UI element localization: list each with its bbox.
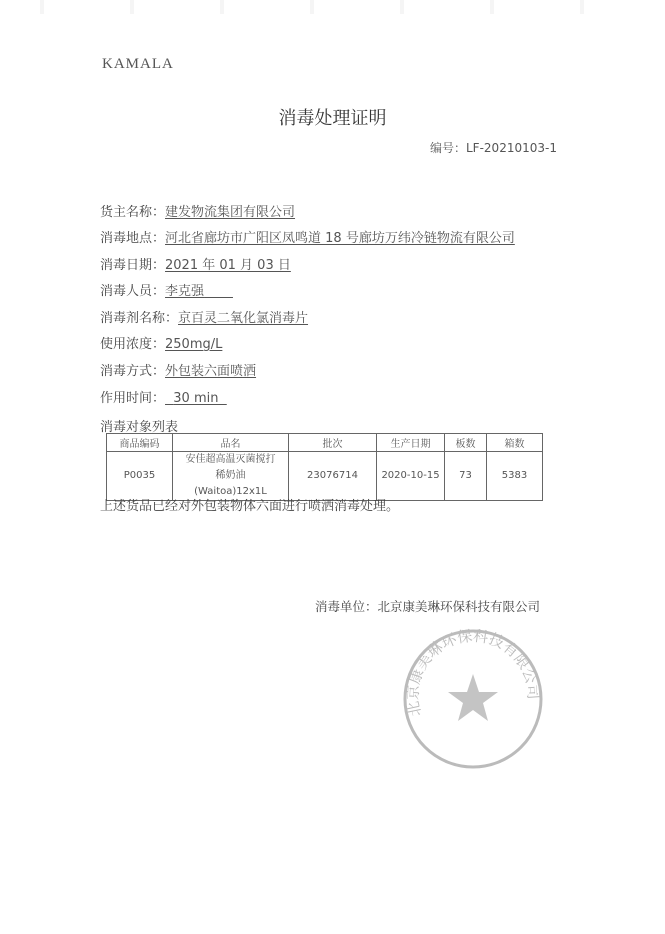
logo: KAMALA bbox=[102, 56, 174, 72]
header-cell: 商品编码 bbox=[107, 434, 173, 452]
document-number: 编号：LF-20210103-1 bbox=[430, 141, 557, 155]
header-cell: 箱数 bbox=[487, 434, 543, 452]
header-cell: 批次 bbox=[289, 434, 377, 452]
field-label: 消毒日期： bbox=[100, 258, 166, 273]
cell-batch: 23076714 bbox=[289, 452, 377, 501]
field-label: 货主名称： bbox=[100, 205, 166, 220]
scan-noise bbox=[0, 0, 665, 14]
cell-name: 安佳超高温灭菌搅打稀奶油 (Waitoa)12x1L bbox=[173, 452, 289, 501]
field-value: 河北省廊坊市广阳区凤鸣道 18 号廊坊万纬冷链物流有限公司 bbox=[165, 231, 515, 246]
table-header-row bbox=[107, 434, 543, 452]
statement: 上述货品已经对外包装物体六面进行喷洒消毒处理。 bbox=[100, 499, 400, 514]
header-cell: 板数 bbox=[445, 434, 487, 452]
field-value: 30 min bbox=[173, 391, 219, 406]
header-cell: 品名 bbox=[173, 434, 289, 452]
list-label: 消毒对象列表 bbox=[100, 420, 179, 435]
table-row bbox=[107, 452, 543, 501]
header-cell: 生产日期 bbox=[377, 434, 445, 452]
field-person bbox=[100, 280, 233, 299]
field-value: 250mg/L bbox=[165, 337, 223, 352]
page-title: 消毒处理证明 bbox=[278, 108, 387, 129]
seal-text: 北京康美琳环保科技有限公司 bbox=[403, 626, 543, 719]
cell-boxes: 5383 bbox=[487, 452, 543, 501]
disinfection-unit: 消毒单位：北京康美琳环保科技有限公司 bbox=[315, 599, 541, 614]
cell-production-date: 2020-10-15 bbox=[377, 452, 445, 501]
field-value: 2021 年 01 月 03 日 bbox=[165, 258, 291, 273]
cell-pallets: 73 bbox=[445, 452, 487, 501]
field-date bbox=[100, 254, 291, 273]
field-label: 使用浓度： bbox=[100, 337, 166, 352]
field-label: 作用时间： bbox=[100, 391, 166, 406]
cell-code: P0035 bbox=[107, 452, 173, 501]
field-owner bbox=[100, 201, 295, 220]
field-value: 京百灵二氧化氯消毒片 bbox=[178, 311, 309, 326]
field-label: 消毒人员： bbox=[100, 284, 166, 299]
field-method bbox=[100, 360, 256, 379]
star-icon bbox=[448, 674, 498, 721]
field-value: 外包装六面喷洒 bbox=[165, 364, 257, 379]
company-seal bbox=[398, 624, 548, 774]
field-concentration bbox=[100, 333, 222, 352]
field-label: 消毒地点： bbox=[100, 231, 166, 246]
field-location bbox=[100, 227, 515, 246]
field-duration bbox=[100, 387, 227, 406]
field-disinfectant bbox=[100, 307, 308, 326]
items-table bbox=[106, 433, 543, 501]
field-label: 消毒方式： bbox=[100, 364, 166, 379]
field-value: 李克强 bbox=[165, 284, 205, 299]
field-label: 消毒剂名称： bbox=[100, 311, 179, 326]
field-value: 建发物流集团有限公司 bbox=[165, 205, 296, 220]
